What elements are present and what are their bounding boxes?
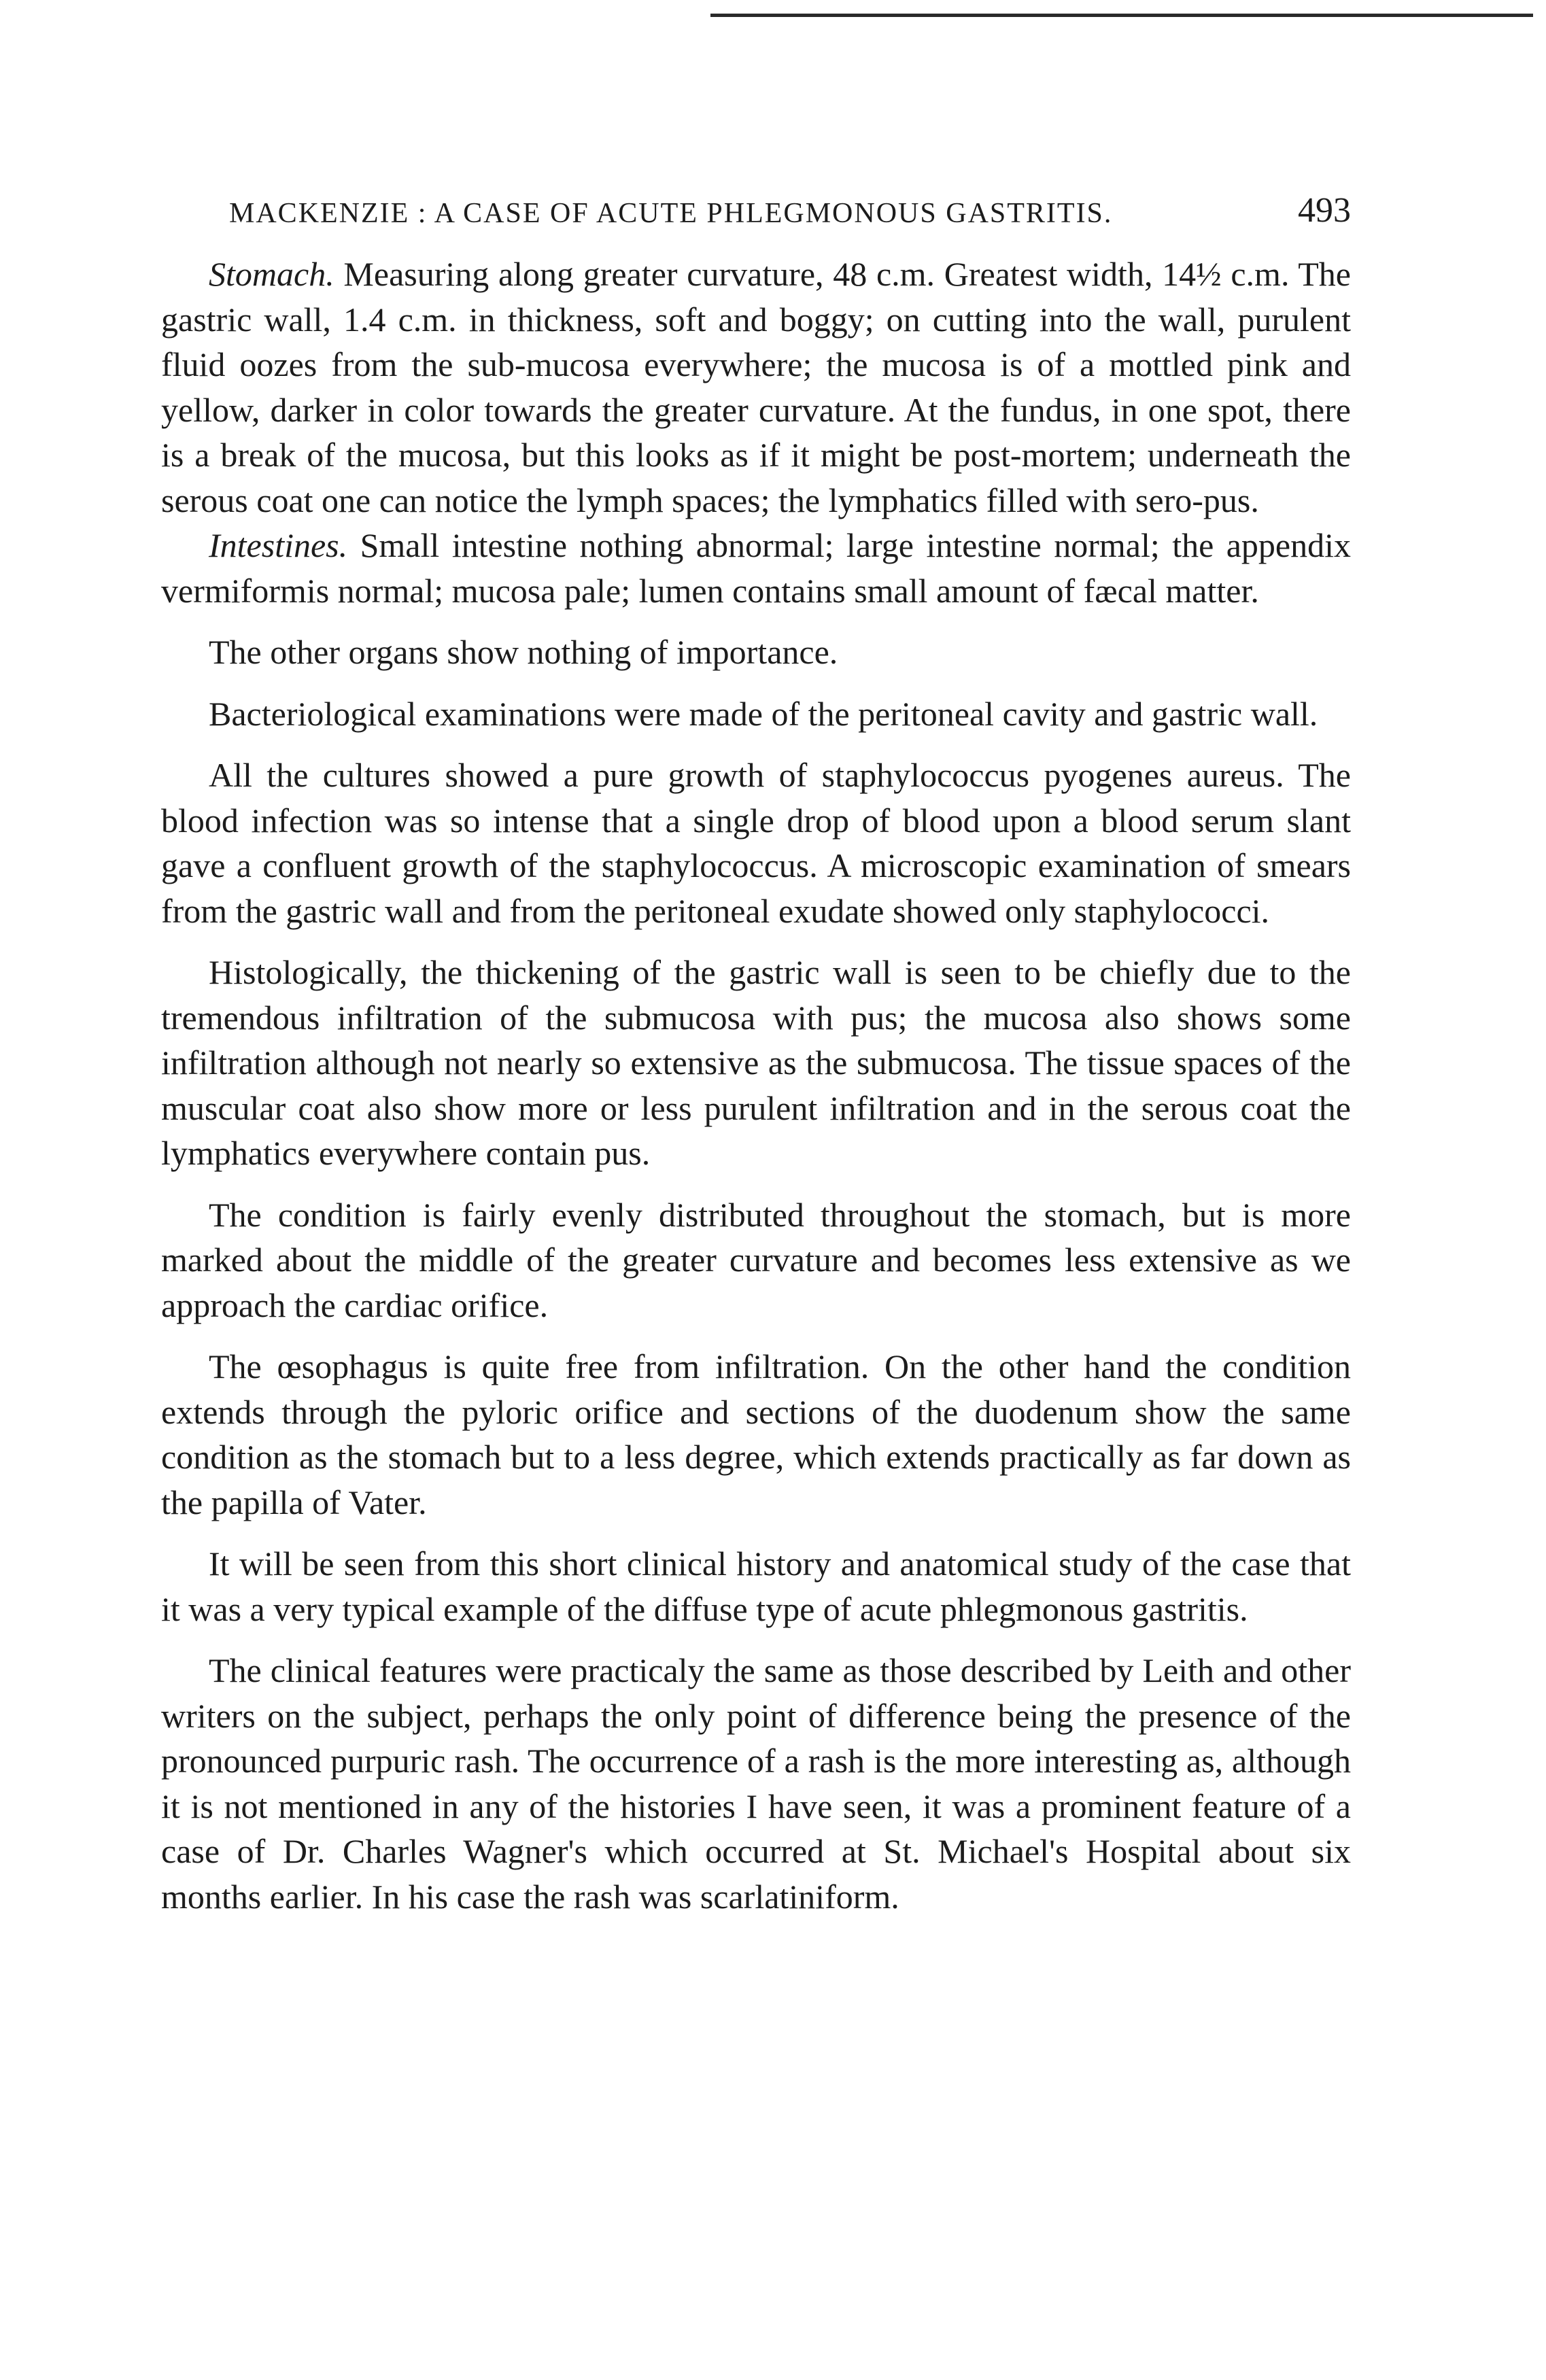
paragraph-stomach xyxy=(161,252,1351,523)
paragraph-other-organs: The other organs show nothing of importance. xyxy=(209,633,838,671)
top-rule xyxy=(710,14,1533,17)
running-title: MACKENZIE : A CASE OF ACUTE PHLEGMONOUS GASTRITIS. xyxy=(229,198,1113,229)
paragraph-cultures: All the cultures showed a pure growth of staphylococcus pyogenes aureus. The blood infection was so intense that a single drop of blood upon a blood serum slant gave a confluent growth of the staphylococcus. A microscopic examination of smears from the gastric wall and from the peritoneal exudate showed only staphylococci. xyxy=(161,756,1351,930)
stomach-text: Measuring along greater curvature, 48 c.m. Greatest width, 14½ c.m. The gastric wall, 1.4 c.m. in thickness, soft and boggy; on cutting into the wall, purulent fluid oozes from the sub-mucosa everywhere; the mucosa is of a mottled pink and yellow, darker in color towards the greater curvature. At the fundus, in one spot, there is a break of the mucosa, but this looks as if it might be post-mortem; underneath the serous coat one can notice the lymph spaces; the lymphatics filled with sero-pus. xyxy=(161,255,1351,519)
intestines-heading: Intestines. xyxy=(209,526,348,564)
paragraph-histology: Histologically, the thickening of the gastric wall is seen to be chiefly due to the tremendous infiltration of the submucosa with pus; the mucosa also shows some infiltration although not nearly so extensive as the submucosa. The tissue spaces of the muscular coat also show more or less purulent infiltration and in the serous coat the lymphatics everywhere contain pus. xyxy=(161,953,1351,1172)
paragraph-intestines xyxy=(161,523,1351,613)
page-body xyxy=(161,190,1351,1919)
paragraph-clinical-features: The clinical features were practicaly the same as those described by Leith and other writers on the subject, perhaps the only point of difference being the presence of the pronounced purpuric rash. The occurrence of a rash is the more interesting as, although it is not mentioned in any of the histories I have seen, it was a prominent feature of a case of Dr. Charles Wagner's which occurred at St. Michael's Hospital about six months earlier. In his case the rash was scarlatiniform. xyxy=(161,1651,1351,1916)
paragraph-conclusion: It will be seen from this short clinical history and anatomical study of the case that it was a very typical example of the diffuse type of acute phlegmonous gastritis. xyxy=(161,1545,1351,1628)
intestines-text: Small intestine nothing abnormal; large intestine normal; the appendix vermiformis normal; mucosa pale; lumen contains small amount of fæcal matter. xyxy=(161,526,1351,610)
running-head xyxy=(161,190,1351,252)
page-number: 493 xyxy=(1298,191,1351,230)
paragraph-bacteriological: Bacteriological examinations were made of the peritoneal cavity and gastric wall. xyxy=(209,694,1318,733)
paragraph-oesophagus: The œsophagus is quite free from infiltration. On the other hand the condition extends through the pyloric orifice and sections of the duodenum show the same condition as the stomach but to a less degree, which extends practically as far down as the papilla of Vater. xyxy=(161,1347,1351,1521)
paragraph-distribution: The condition is fairly evenly distributed throughout the stomach, but is more marked about the middle of the greater curvature and becomes less extensive as we approach the cardiac orifice. xyxy=(161,1195,1351,1324)
stomach-heading: Stomach. xyxy=(209,255,334,293)
